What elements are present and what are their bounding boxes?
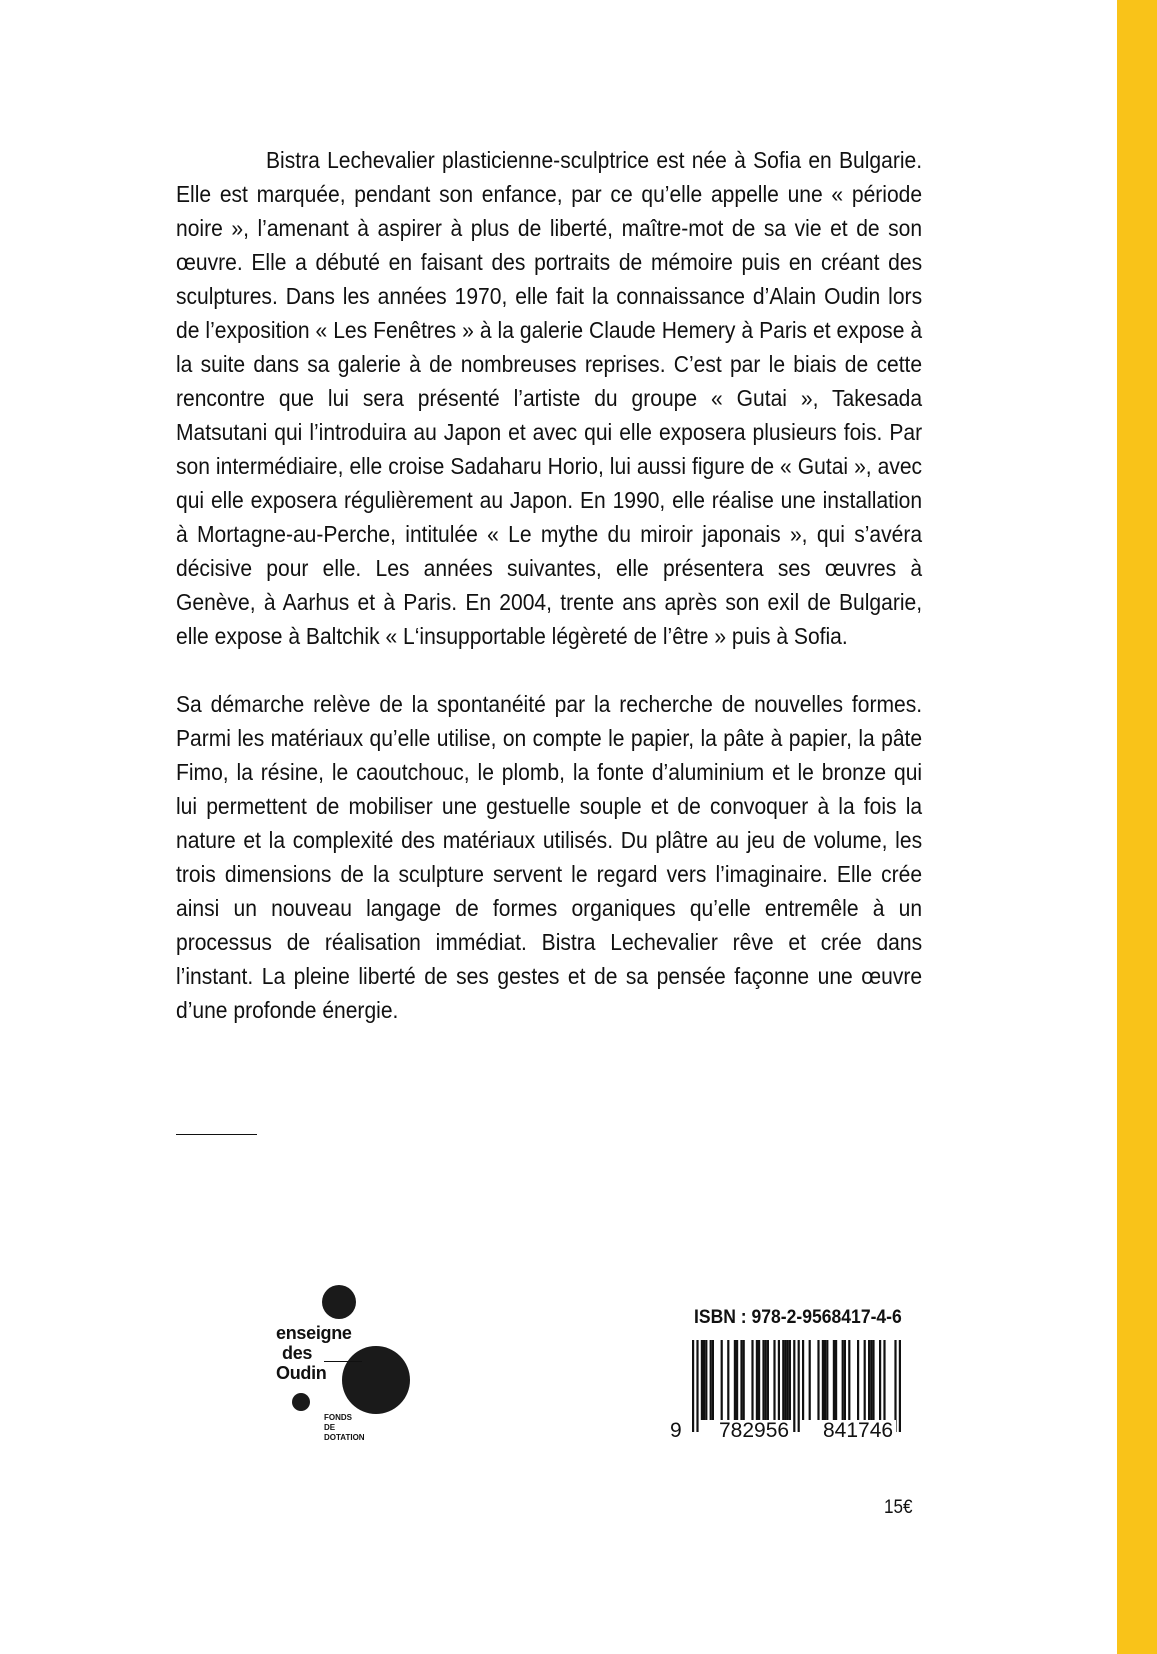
barcode-bar: [872, 1340, 874, 1420]
barcode-bar: [826, 1340, 828, 1420]
logo-word-des: des: [282, 1343, 313, 1363]
barcode-guard-bar: [899, 1340, 901, 1432]
logo-sub-de: DE: [324, 1423, 336, 1432]
barcode-left-digits: 782956: [716, 1420, 792, 1442]
barcode-bar: [758, 1340, 760, 1420]
logo-sub-fonds: FONDS: [324, 1413, 352, 1422]
barcode-bar: [778, 1340, 780, 1420]
barcode-bar: [721, 1340, 723, 1420]
barcode-bar: [712, 1340, 714, 1420]
barcode-bar: [787, 1340, 789, 1420]
barcode-bar: [767, 1340, 769, 1420]
logo-word-oudin: Oudin: [276, 1363, 327, 1383]
logo-line: [324, 1361, 362, 1362]
barcode-bar: [802, 1340, 804, 1420]
barcode-bar: [736, 1340, 738, 1420]
barcode-bar: [809, 1340, 811, 1420]
barcode-bar: [868, 1340, 870, 1420]
barcode-bar: [857, 1340, 859, 1420]
logo-word-enseigne: enseigne: [276, 1323, 352, 1343]
barcode-bar: [784, 1340, 786, 1420]
barcode-bar: [710, 1340, 712, 1420]
barcode-bar: [879, 1340, 881, 1420]
barcode-guard-bar: [894, 1340, 896, 1432]
barcode-bar: [870, 1340, 872, 1420]
barcode-bar: [762, 1340, 764, 1420]
barcode-bar: [773, 1340, 775, 1420]
barcode-bar: [705, 1340, 707, 1420]
barcode-bar: [848, 1340, 850, 1420]
logo-dot-top: [322, 1285, 356, 1319]
publisher-logo: [270, 1280, 430, 1460]
barcode-bar: [844, 1340, 846, 1420]
isbn-label: ISBN : 978-2-9568417-4-6: [694, 1306, 902, 1328]
price: 15€: [884, 1497, 913, 1518]
barcode-bar: [765, 1340, 767, 1420]
logo-dot-large: [342, 1346, 410, 1414]
barcode-bar: [740, 1340, 742, 1420]
barcode-bar: [703, 1340, 705, 1420]
barcode-guard-bar: [692, 1340, 694, 1432]
barcode: [662, 1340, 932, 1444]
barcode-lead-digit: 9: [670, 1419, 682, 1442]
barcode-bar: [789, 1340, 791, 1420]
spine-color-band: [1117, 0, 1157, 1654]
barcode-bar: [782, 1340, 784, 1420]
barcode-bar: [727, 1340, 729, 1420]
separator-rule: [176, 1134, 257, 1135]
barcode-bar: [817, 1340, 819, 1420]
barcode-bar: [751, 1340, 753, 1420]
logo-subtitle: [324, 1413, 365, 1443]
barcode-bar: [883, 1340, 885, 1420]
barcode-right-digits: 841746: [820, 1420, 896, 1442]
logo-dot-small: [292, 1393, 310, 1411]
logo-sub-dotation: DOTATION: [324, 1433, 365, 1442]
barcode-bar: [864, 1340, 866, 1420]
barcode-bar: [701, 1340, 703, 1420]
barcode-bar: [835, 1340, 837, 1420]
barcode-guard-bar: [696, 1340, 698, 1432]
barcode-bar: [842, 1340, 844, 1420]
back-cover-text: [176, 143, 922, 1027]
barcode-bar: [824, 1340, 826, 1420]
barcode-bar: [734, 1340, 736, 1420]
barcode-guard-bar: [793, 1340, 795, 1432]
barcode-bar: [756, 1340, 758, 1420]
barcode-bar: [833, 1340, 835, 1420]
barcode-guard-bar: [798, 1340, 800, 1432]
barcode-bar: [743, 1340, 745, 1420]
biography-paragraph: Bistra Lechevalier plasticienne-sculptrice est née à Sofia en Bulgarie. Elle est marquée, pendant son enfance, par ce qu’elle appelle une « période noire », l’amenant à aspirer à plus de liberté, maître-mot de sa vie et de son œuvre. Elle a débuté en faisant des portraits de mémoire puis en créant des sculptures. Dans les années 1970, elle fait la connaissance d’Alain Oudin lors de l’exposition « Les Fenêtres » à la galerie Claude Hemery à Paris et expose à la suite dans sa galerie à de nombreuses reprises. C’est par le biais de cette rencontre que lui sera présenté l’artiste du groupe « Gutai », Takesada Matsutani qui l’introduira au Japon et avec qui elle exposera plusieurs fois. Par son intermédiaire, elle croise Sadaharu Horio, lui aussi figure de « Gutai », avec qui elle exposera régulièrement au Japon. En 1990, elle réalise une installation à Mortagne-au-Perche, intitulée « Le mythe du miroir japonais », qui s’avéra décisive pour elle. Les années suivantes, elle présentera ses œuvres à Genève, à Aarhus et à Paris. En 2004, trente ans après son exil de Bulgarie, elle expose à Baltchik « L‘insupportable légèreté de l’être » puis à Sofia.: [176, 147, 923, 649]
barcode-bar: [822, 1340, 824, 1420]
approach-paragraph: Sa démarche relève de la spontanéité par la recherche de nouvelles formes. Parmi les matériaux qu’elle utilise, on compte le papier, la pâte à papier, la pâte Fimo, la résine, le caoutchouc, le plomb, la fonte d’aluminium et le bronze qui lui permettent de mobiliser une gestuelle souple et de convoquer à la fois la nature et la complexité des matériaux utilisés. Du plâtre au jeu de volume, les trois dimensions de la sculpture servent le regard vers l’imaginaire. Elle crée ainsi un nouveau langage de formes organiques qu’elle entremêle à un processus de réalisation immédiat. Bistra Lechevalier rêve et crée dans l’instant. La pleine liberté de ses gestes et de sa pensée façonne une œuvre d’une profonde énergie.: [176, 691, 923, 1023]
